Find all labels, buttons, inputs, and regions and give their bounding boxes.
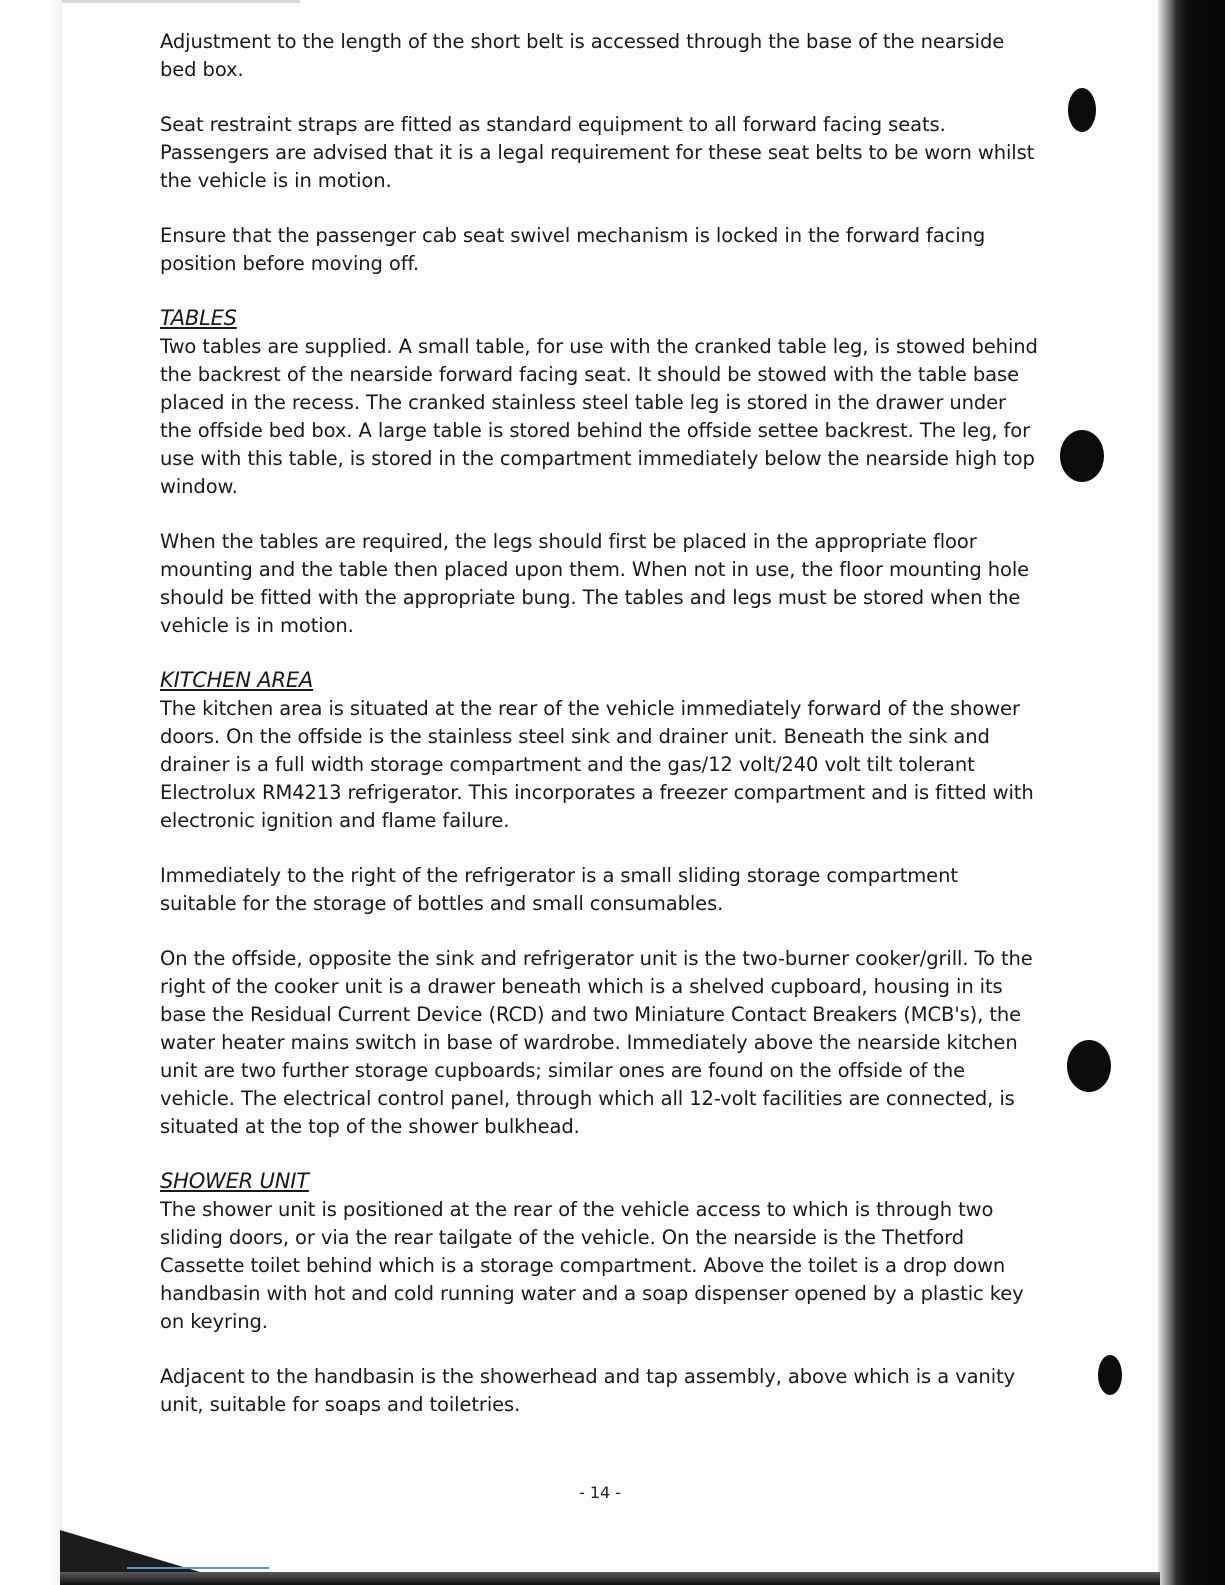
shower-paragraph-2: Adjacent to the handbasin is the showerhead and tap assembly, above which is a vanity unit, suitable for soaps and toiletries. bbox=[160, 1365, 1015, 1416]
shower-paragraph-1: The shower unit is positioned at the rear of the vehicle access to which is through two sliding doors, or via the rear tailgate of the vehicle. On the nearside is the Thetford Cassette toilet behind which is a storage compartment. Above the toilet is a drop down handbasin with hot and cold running water and a soap dispenser opened by a plastic key on keyring. bbox=[160, 1198, 1024, 1333]
page-number: - 14 - bbox=[578, 1483, 622, 1502]
section-heading-kitchen: KITCHEN AREA bbox=[160, 668, 314, 692]
scan-artifact-line bbox=[127, 1567, 269, 1569]
tables-paragraph-1: Two tables are supplied. A small table, for use with the cranked table leg, is stowed behind the backrest of the nearside forward facing seat. It should be stowed with the table base placed in the recess. The cranked stainless steel table leg is stored in the drawer under the offside bed box. A large table is stored behind the offside settee backrest. The leg, for use with this table, is stored in the compartment immediately below the nearside high top window. bbox=[160, 335, 1038, 498]
scan-bottom-edge bbox=[60, 1572, 1160, 1585]
kitchen-paragraph-2: Immediately to the right of the refrigerator is a small sliding storage compartment suitable for the storage of bottles and small consumables. bbox=[160, 864, 958, 915]
section-heading-tables: TABLES bbox=[160, 306, 237, 330]
punch-hole-4 bbox=[1098, 1355, 1122, 1395]
tables-paragraph-2: When the tables are required, the legs should first be placed in the appropriate floor mounting and the table then placed upon them. When not in use, the floor mounting hole should be fitted with the appropriate bung. The tables and legs must be stored when the vehicle is in motion. bbox=[160, 530, 1030, 637]
punch-hole-2 bbox=[1060, 430, 1104, 482]
punch-hole-3 bbox=[1067, 1040, 1111, 1092]
intro-paragraph-seat-restraints: Seat restraint straps are fitted as standard equipment to all forward facing seats. Passengers are advised that it is a legal requirement for these seat belts to be worn whilst the vehicle is in motion. bbox=[160, 113, 1035, 192]
binder-edge bbox=[1158, 0, 1225, 1585]
intro-paragraph-cab-seat: Ensure that the passenger cab seat swivel mechanism is locked in the forward facing position before moving off. bbox=[160, 224, 986, 275]
intro-paragraph-belt: Adjustment to the length of the short belt is accessed through the base of the nearside bed box. bbox=[160, 30, 1005, 81]
section-heading-shower: SHOWER UNIT bbox=[160, 1169, 309, 1193]
scan-left-margin bbox=[0, 0, 62, 1585]
kitchen-paragraph-3: On the offside, opposite the sink and refrigerator unit is the two-burner cooker/grill. To the right of the cooker unit is a drawer beneath which is a shelved cupboard, housing in its base the Residual Current Device (RCD) and two Miniature Contact Breakers (MCB's), the water heater mains switch in base of wardrobe. Immediately above the nearside kitchen unit are two further storage cupboards; similar ones are found on the offside of the vehicle. The electrical control panel, through which all 12-volt facilities are connected, is situated at the top of the shower bulkhead. bbox=[160, 947, 1033, 1138]
kitchen-paragraph-1: The kitchen area is situated at the rear of the vehicle immediately forward of the shower doors. On the offside is the stainless steel sink and drainer unit. Beneath the sink and drainer is a full width storage compartment and the gas/12 volt/240 volt tilt tolerant Electrolux RM4213 refrigerator. This incorporates a freezer compartment and is fitted with electronic ignition and flame failure. bbox=[160, 697, 1034, 832]
punch-hole-1 bbox=[1068, 88, 1096, 132]
page-content bbox=[160, 28, 1040, 1446]
scan-bottom-shadow bbox=[60, 1530, 200, 1572]
